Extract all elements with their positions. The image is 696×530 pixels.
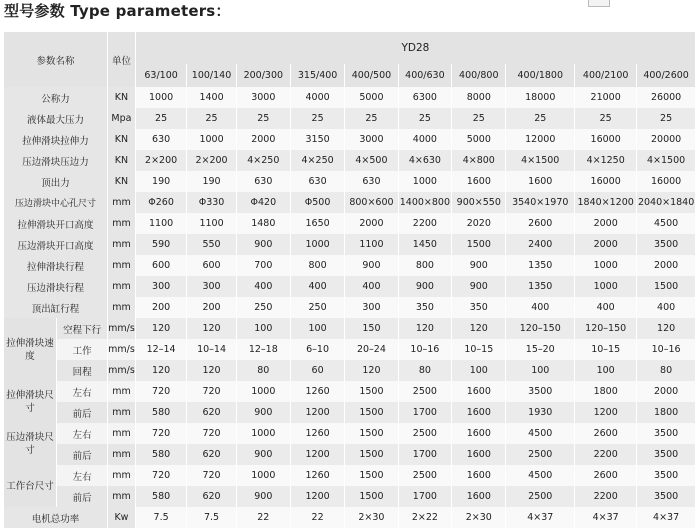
table-row (4, 276, 696, 297)
value-cell: 8000 (452, 87, 506, 108)
model-header-cell: 315/400 (290, 64, 344, 87)
unit-cell: mm (108, 381, 136, 402)
table-row (4, 129, 696, 150)
value-cell: 10–16 (637, 339, 696, 360)
value-cell: 5000 (452, 129, 506, 150)
value-cell: 2040×1840 (637, 192, 696, 213)
group-label: 工作台尺寸 (4, 465, 57, 507)
value-cell: 1500 (345, 423, 398, 444)
value-cell: 1400×800 (398, 192, 452, 213)
table-row (4, 192, 696, 213)
value-cell: 720 (135, 465, 187, 486)
value-cell: 2600 (506, 213, 575, 234)
value-cell: 900 (345, 255, 398, 276)
value-cell: 2000 (345, 213, 398, 234)
value-cell: 1260 (290, 465, 344, 486)
value-cell: 120 (135, 360, 187, 381)
unit-cell: mm/s (108, 339, 136, 360)
value-cell: 900 (398, 276, 452, 297)
sub-param-name: 左右 (57, 465, 108, 486)
value-cell: 4×1250 (575, 150, 637, 171)
value-cell: 2×30 (345, 507, 398, 528)
value-cell: 1350 (506, 276, 575, 297)
value-cell: 900 (236, 234, 290, 255)
value-cell: 25 (575, 108, 637, 129)
value-cell: 1100 (187, 213, 236, 234)
value-cell: 3150 (290, 129, 344, 150)
value-cell: 25 (637, 108, 696, 129)
value-cell: 4×630 (398, 150, 452, 171)
unit-cell: mm (108, 255, 136, 276)
value-cell: 400 (506, 297, 575, 318)
model-header-cell: 63/100 (135, 64, 187, 87)
value-cell: 4×37 (506, 507, 575, 528)
value-cell: 1600 (452, 465, 506, 486)
value-cell: 4×1500 (506, 150, 575, 171)
table-row (4, 213, 696, 234)
value-cell: 26000 (637, 87, 696, 108)
value-cell: 150 (345, 318, 398, 339)
value-cell: 1480 (236, 213, 290, 234)
table-row (4, 360, 696, 381)
value-cell: 25 (452, 108, 506, 129)
value-cell: 1600 (452, 171, 506, 192)
value-cell: 100 (290, 318, 344, 339)
value-cell: 250 (236, 297, 290, 318)
value-cell: 400 (575, 297, 637, 318)
value-cell: 1400 (187, 87, 236, 108)
value-cell: 1600 (452, 402, 506, 423)
value-cell: 120 (637, 318, 696, 339)
table-row (4, 87, 696, 108)
unit-cell: Kw (108, 507, 136, 528)
value-cell: 1650 (290, 213, 344, 234)
unit-cell: Mpa (108, 108, 136, 129)
value-cell: 2×30 (452, 507, 506, 528)
sub-param-name: 回程 (57, 360, 108, 381)
value-cell: 4000 (398, 129, 452, 150)
table-row (4, 444, 696, 465)
value-cell: 4×37 (575, 507, 637, 528)
value-cell: 4×500 (345, 150, 398, 171)
table-row (4, 318, 696, 339)
param-name: 拉伸滑块开口高度 (4, 213, 108, 234)
value-cell: 1000 (236, 465, 290, 486)
value-cell: 1700 (398, 444, 452, 465)
value-cell: 4×800 (452, 150, 506, 171)
value-cell: 800 (398, 255, 452, 276)
value-cell: 1500 (345, 444, 398, 465)
sub-param-name: 工作 (57, 339, 108, 360)
value-cell: 2500 (506, 444, 575, 465)
value-cell: 20000 (637, 129, 696, 150)
unit-cell: mm (108, 486, 136, 507)
value-cell: 1450 (398, 234, 452, 255)
value-cell: 25 (187, 108, 236, 129)
value-cell: 190 (187, 171, 236, 192)
value-cell: 2×200 (187, 150, 236, 171)
value-cell: 1350 (506, 255, 575, 276)
value-cell: 120 (135, 318, 187, 339)
model-header-cell: 100/140 (187, 64, 236, 87)
value-cell: 1260 (290, 423, 344, 444)
value-cell: 1500 (452, 234, 506, 255)
table-row (4, 297, 696, 318)
value-cell: 3540×1970 (506, 192, 575, 213)
unit-cell: mm (108, 444, 136, 465)
value-cell: Φ330 (187, 192, 236, 213)
value-cell: 630 (290, 171, 344, 192)
value-cell: 2×200 (135, 150, 187, 171)
value-cell: 12000 (506, 129, 575, 150)
model-header-cell: 400/2600 (637, 64, 696, 87)
value-cell: 4×37 (637, 507, 696, 528)
group-label: 拉伸滑块速度 (4, 318, 57, 381)
value-cell: 25 (236, 108, 290, 129)
value-cell: 16000 (575, 129, 637, 150)
value-cell: 100 (452, 360, 506, 381)
value-cell: 7.5 (135, 507, 187, 528)
value-cell: 6300 (398, 87, 452, 108)
value-cell: 400 (345, 276, 398, 297)
param-name: 压边滑块压边力 (4, 150, 108, 171)
value-cell: 300 (135, 276, 187, 297)
value-cell: 1200 (575, 402, 637, 423)
value-cell: 250 (290, 297, 344, 318)
value-cell: 80 (637, 360, 696, 381)
value-cell: 4×250 (236, 150, 290, 171)
value-cell: 1500 (345, 381, 398, 402)
value-cell: 720 (187, 423, 236, 444)
header-unit: 单位 (108, 32, 136, 87)
table-row (4, 339, 696, 360)
value-cell: 1000 (187, 129, 236, 150)
value-cell: 5000 (345, 87, 398, 108)
value-cell: 3000 (236, 87, 290, 108)
parameter-table (4, 32, 696, 528)
value-cell: 630 (236, 171, 290, 192)
value-cell: 10–14 (187, 339, 236, 360)
value-cell: 21000 (575, 87, 637, 108)
table-row (4, 381, 696, 402)
value-cell: Φ260 (135, 192, 187, 213)
table-row (4, 402, 696, 423)
value-cell: 120 (345, 360, 398, 381)
value-cell: 3500 (637, 444, 696, 465)
value-cell: 580 (135, 444, 187, 465)
value-cell: 900 (236, 402, 290, 423)
value-cell: 900 (236, 444, 290, 465)
value-cell: 2500 (398, 423, 452, 444)
value-cell: 1500 (637, 276, 696, 297)
value-cell: 900 (236, 486, 290, 507)
param-name: 电机总功率 (4, 507, 108, 528)
model-header-cell: 400/630 (398, 64, 452, 87)
value-cell: 590 (135, 234, 187, 255)
unit-cell: mm (108, 465, 136, 486)
sub-param-name: 左右 (57, 381, 108, 402)
table-row (4, 465, 696, 486)
value-cell: 16000 (575, 171, 637, 192)
value-cell: 4×1500 (637, 150, 696, 171)
value-cell: 900 (452, 255, 506, 276)
value-cell: 60 (290, 360, 344, 381)
value-cell: 4×250 (290, 150, 344, 171)
table-row (4, 150, 696, 171)
corner-decoration (588, 0, 610, 7)
value-cell: 3000 (345, 129, 398, 150)
model-header-cell: 400/500 (345, 64, 398, 87)
value-cell: 120 (187, 318, 236, 339)
value-cell: 22 (236, 507, 290, 528)
unit-cell: KN (108, 150, 136, 171)
value-cell: 580 (135, 402, 187, 423)
table-row (4, 171, 696, 192)
value-cell: 700 (236, 255, 290, 276)
value-cell: 620 (187, 486, 236, 507)
value-cell: 200 (187, 297, 236, 318)
value-cell: 100 (236, 318, 290, 339)
unit-cell: KN (108, 87, 136, 108)
value-cell: 1000 (575, 255, 637, 276)
value-cell: 720 (187, 381, 236, 402)
value-cell: 190 (135, 171, 187, 192)
value-cell: 1000 (236, 423, 290, 444)
value-cell: 2500 (398, 381, 452, 402)
value-cell: 4500 (506, 465, 575, 486)
value-cell: 100 (575, 360, 637, 381)
value-cell: 25 (506, 108, 575, 129)
value-cell: 350 (452, 297, 506, 318)
value-cell: 2000 (637, 381, 696, 402)
param-name: 公称力 (4, 87, 108, 108)
unit-cell: mm (108, 297, 136, 318)
value-cell: 200 (135, 297, 187, 318)
value-cell: 400 (637, 297, 696, 318)
model-header-cell: 400/1800 (506, 64, 575, 87)
value-cell: 10–16 (398, 339, 452, 360)
value-cell: 1000 (575, 276, 637, 297)
value-cell: 300 (187, 276, 236, 297)
value-cell: 2400 (506, 234, 575, 255)
model-header-cell: 200/300 (236, 64, 290, 87)
sub-param-name: 前后 (57, 444, 108, 465)
table-row (4, 423, 696, 444)
value-cell: 1000 (236, 381, 290, 402)
value-cell: Φ500 (290, 192, 344, 213)
param-name: 压边滑块开口高度 (4, 234, 108, 255)
value-cell: 550 (187, 234, 236, 255)
value-cell: 2200 (575, 444, 637, 465)
value-cell: 7.5 (187, 507, 236, 528)
value-cell: 720 (135, 423, 187, 444)
table-row (4, 486, 696, 507)
unit-cell: mm (108, 276, 136, 297)
value-cell: 120–150 (506, 318, 575, 339)
value-cell: 1000 (290, 234, 344, 255)
value-cell: 25 (398, 108, 452, 129)
value-cell: 3500 (506, 381, 575, 402)
unit-cell: KN (108, 129, 136, 150)
unit-cell: mm (108, 423, 136, 444)
value-cell: 4500 (506, 423, 575, 444)
value-cell: 2000 (236, 129, 290, 150)
param-name: 拉伸滑块拉伸力 (4, 129, 108, 150)
value-cell: 400 (236, 276, 290, 297)
value-cell: 3500 (637, 465, 696, 486)
header-series: YD28 (135, 32, 695, 64)
value-cell: 2×22 (398, 507, 452, 528)
value-cell: 100 (506, 360, 575, 381)
table-row (4, 255, 696, 276)
unit-cell: mm/s (108, 318, 136, 339)
value-cell: 620 (187, 444, 236, 465)
value-cell: 400 (290, 276, 344, 297)
value-cell: 1600 (452, 423, 506, 444)
value-cell: 3500 (637, 486, 696, 507)
header-param-name: 参数名称 (4, 32, 108, 87)
value-cell: 20–24 (345, 339, 398, 360)
value-cell: 80 (236, 360, 290, 381)
sub-param-name: 前后 (57, 486, 108, 507)
value-cell: 630 (135, 129, 187, 150)
value-cell: 1700 (398, 402, 452, 423)
unit-cell: KN (108, 171, 136, 192)
table-row (4, 108, 696, 129)
unit-cell: mm (108, 213, 136, 234)
value-cell: 2020 (452, 213, 506, 234)
value-cell: 15–20 (506, 339, 575, 360)
value-cell: 2600 (575, 423, 637, 444)
value-cell: 300 (345, 297, 398, 318)
value-cell: 1600 (506, 171, 575, 192)
model-header-cell: 400/2100 (575, 64, 637, 87)
value-cell: 1000 (398, 171, 452, 192)
value-cell: 1930 (506, 402, 575, 423)
value-cell: 1500 (345, 402, 398, 423)
value-cell: 2600 (575, 465, 637, 486)
group-label: 压边滑块尺寸 (4, 423, 57, 465)
param-name: 压边滑块中心孔尺寸 (4, 192, 108, 213)
value-cell: 120 (452, 318, 506, 339)
value-cell: 900×550 (452, 192, 506, 213)
value-cell: 4500 (637, 213, 696, 234)
group-label: 拉伸滑块尺寸 (4, 381, 57, 423)
value-cell: 1100 (345, 234, 398, 255)
unit-cell: mm (108, 234, 136, 255)
value-cell: 6–10 (290, 339, 344, 360)
value-cell: 1600 (452, 486, 506, 507)
param-name: 液体最大压力 (4, 108, 108, 129)
value-cell: 18000 (506, 87, 575, 108)
value-cell: 620 (187, 402, 236, 423)
value-cell: 1600 (452, 381, 506, 402)
table-row (4, 507, 696, 528)
value-cell: 800 (290, 255, 344, 276)
value-cell: 2000 (575, 213, 637, 234)
value-cell: 630 (345, 171, 398, 192)
value-cell: 2500 (398, 465, 452, 486)
value-cell: 3500 (637, 234, 696, 255)
value-cell: 120–150 (575, 318, 637, 339)
value-cell: 720 (135, 381, 187, 402)
sub-param-name: 前后 (57, 402, 108, 423)
value-cell: 25 (345, 108, 398, 129)
value-cell: 22 (290, 507, 344, 528)
value-cell: 720 (187, 465, 236, 486)
value-cell: 3500 (637, 423, 696, 444)
value-cell: 2500 (506, 486, 575, 507)
sub-param-name: 空程下行 (57, 318, 108, 339)
value-cell: 10–15 (575, 339, 637, 360)
param-name: 拉伸滑块行程 (4, 255, 108, 276)
unit-cell: mm/s (108, 360, 136, 381)
value-cell: 1200 (290, 486, 344, 507)
param-name: 压边滑块行程 (4, 276, 108, 297)
value-cell: 900 (452, 276, 506, 297)
value-cell: 25 (135, 108, 187, 129)
value-cell: 80 (398, 360, 452, 381)
value-cell: 10–15 (452, 339, 506, 360)
unit-cell: mm (108, 192, 136, 213)
value-cell: 600 (135, 255, 187, 276)
param-name: 顶出力 (4, 171, 108, 192)
value-cell: 1200 (290, 444, 344, 465)
page-title: 型号参数 Type parameters： (4, 2, 231, 20)
value-cell: 1100 (135, 213, 187, 234)
value-cell: 1000 (135, 87, 187, 108)
value-cell: 1700 (398, 486, 452, 507)
table-row (4, 234, 696, 255)
value-cell: 4000 (290, 87, 344, 108)
value-cell: 2000 (637, 255, 696, 276)
value-cell: 1800 (575, 381, 637, 402)
value-cell: 1260 (290, 381, 344, 402)
value-cell: 350 (398, 297, 452, 318)
value-cell: 12–14 (135, 339, 187, 360)
value-cell: 1200 (290, 402, 344, 423)
param-name: 顶出缸行程 (4, 297, 108, 318)
value-cell: 2200 (575, 486, 637, 507)
value-cell: 800×600 (345, 192, 398, 213)
value-cell: 12–18 (236, 339, 290, 360)
value-cell: 2200 (398, 213, 452, 234)
model-header-cell: 400/800 (452, 64, 506, 87)
value-cell: 1800 (637, 402, 696, 423)
value-cell: 16000 (637, 171, 696, 192)
value-cell: 120 (398, 318, 452, 339)
value-cell: 1500 (345, 465, 398, 486)
value-cell: 120 (187, 360, 236, 381)
value-cell: Φ420 (236, 192, 290, 213)
value-cell: 1500 (345, 486, 398, 507)
sub-param-name: 左右 (57, 423, 108, 444)
value-cell: 1840×1200 (575, 192, 637, 213)
value-cell: 2000 (575, 234, 637, 255)
value-cell: 1600 (452, 444, 506, 465)
value-cell: 25 (290, 108, 344, 129)
unit-cell: mm (108, 402, 136, 423)
value-cell: 580 (135, 486, 187, 507)
value-cell: 600 (187, 255, 236, 276)
